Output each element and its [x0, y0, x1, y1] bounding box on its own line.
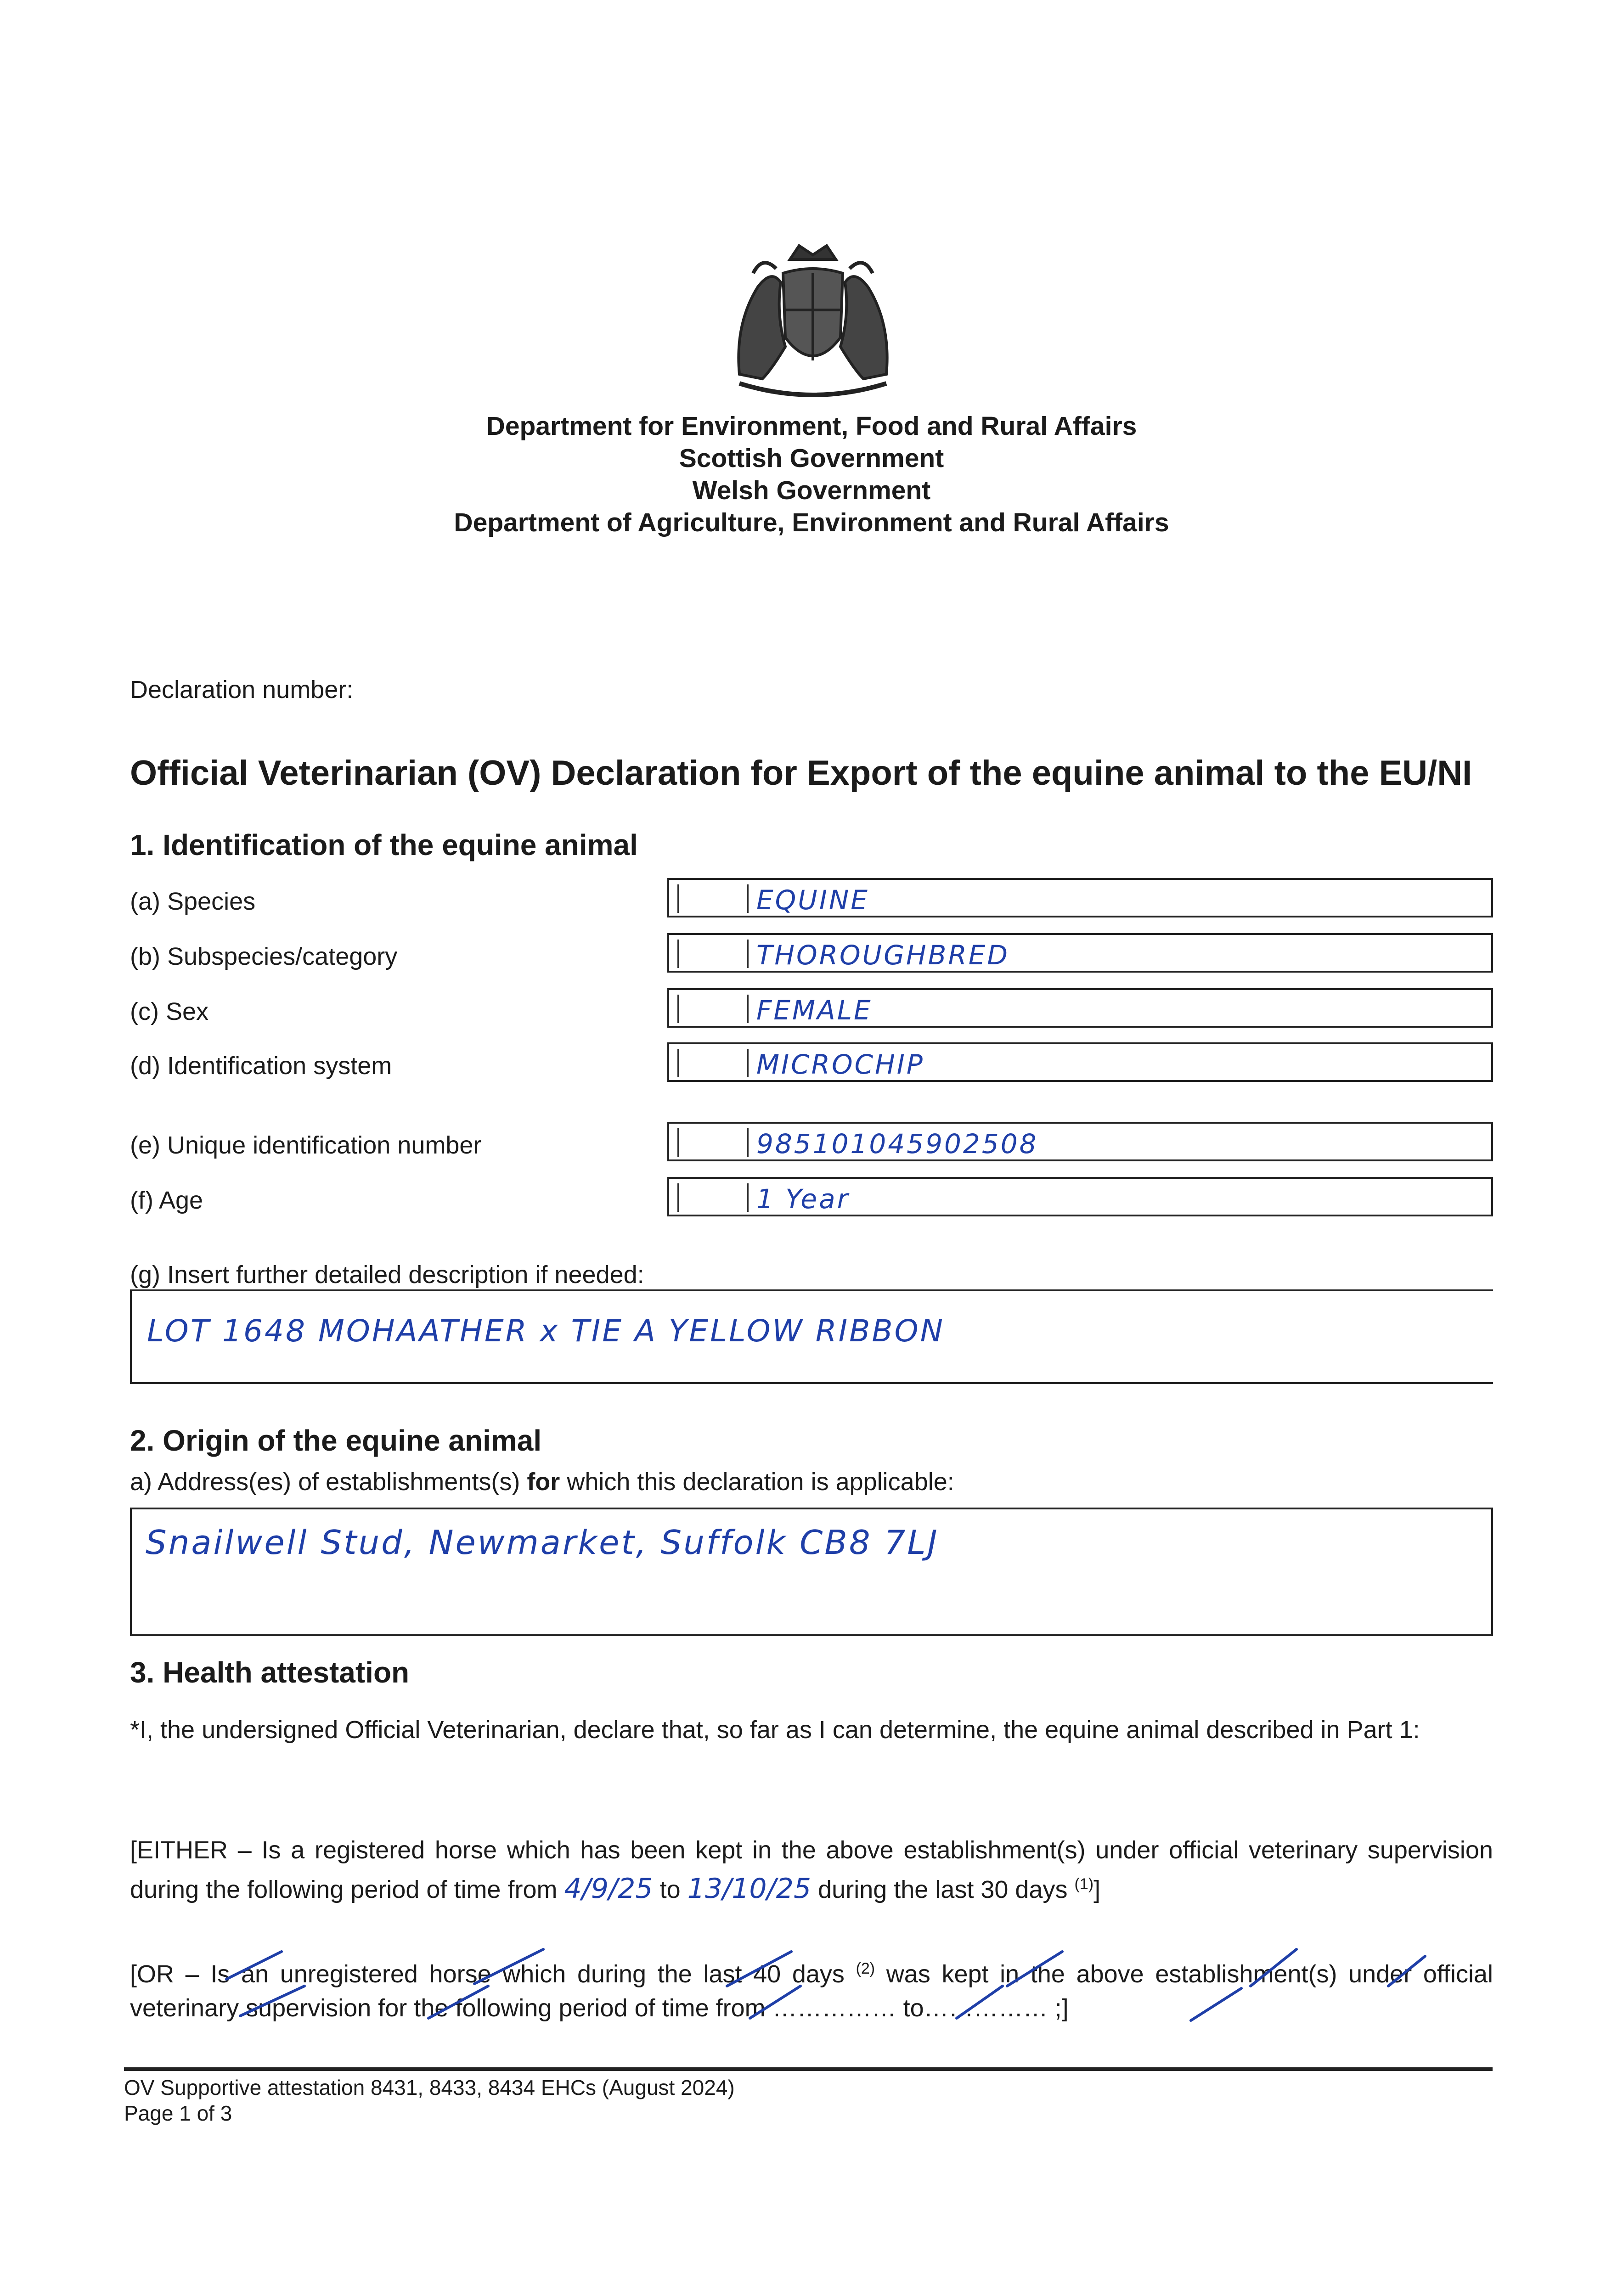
- health-attestation-intro: *I, the undersigned Official Veterinarian, declare that, so far as I can determine, the equine animal described in Part 1:: [130, 1716, 1420, 1744]
- subspecies-value: THOROUGHBRED: [756, 940, 1010, 971]
- either-clause: [EITHER – Is a registered horse which has been kept in the above establishment(s) under official veterinary supervision during the following period of time from 4/9/25 to 13/10/25 during the last 30 days $^{(1)}$]: [130, 1836, 1493, 1905]
- either-to-date[interactable]: 13/10/25: [687, 1873, 812, 1905]
- unique-id-label: (e) Unique identification number: [130, 1131, 482, 1159]
- age-value: 1 Year: [756, 1183, 850, 1215]
- identification-system-field[interactable]: [667, 1042, 1493, 1082]
- species-field[interactable]: [667, 878, 1493, 917]
- sex-value: FEMALE: [756, 995, 873, 1026]
- species-value: EQUINE: [756, 884, 869, 916]
- subspecies-label: (b) Subspecies/category: [130, 943, 398, 970]
- age-field[interactable]: [667, 1177, 1493, 1216]
- age-label: (f) Age: [130, 1187, 203, 1214]
- document-title: Official Veterinarian (OV) Declaration for Export of the equine animal to the EU/NI: [130, 754, 1472, 793]
- identification-system-label: (d) Identification system: [130, 1052, 392, 1080]
- identification-system-value: MICROCHIP: [756, 1049, 924, 1080]
- unique-id-field[interactable]: [667, 1122, 1493, 1161]
- subspecies-field[interactable]: [667, 933, 1493, 973]
- address-box[interactable]: [130, 1508, 1493, 1636]
- further-description-label: (g) Insert further detailed description if needed:: [130, 1261, 644, 1289]
- royal-coat-of-arms-icon: [721, 241, 905, 406]
- further-description-left-border: [130, 1291, 132, 1383]
- department-name-3: Welsh Government: [692, 476, 931, 505]
- unique-id-value: 985101045902508: [756, 1128, 1038, 1159]
- address-value: Snailwell Stud, Newmarket, Suffolk CB8 7LJ: [146, 1523, 939, 1562]
- section-1-heading: 1. Identification of the equine animal: [130, 828, 638, 861]
- declaration-number-label: Declaration number:: [130, 676, 354, 703]
- further-description-bottom-rule: [130, 1382, 1493, 1384]
- species-label: (a) Species: [130, 888, 256, 915]
- footer-reference: OV Supportive attestation 8431, 8433, 8434 EHCs (August 2024): [124, 2076, 735, 2099]
- or-clause-strike-marks: [130, 1942, 1493, 2034]
- either-from-date[interactable]: 4/9/25: [564, 1873, 653, 1905]
- further-description-rule: [130, 1289, 1493, 1291]
- section-3-heading: 3. Health attestation: [130, 1656, 410, 1689]
- further-description-value[interactable]: LOT 1648 MOHAATHER x TIE A YELLOW RIBBON: [147, 1313, 945, 1349]
- footer-page-number: Page 1 of 3: [124, 2101, 232, 2125]
- sex-label: (c) Sex: [130, 998, 209, 1025]
- footer-rule: [124, 2067, 1493, 2071]
- sex-field[interactable]: [667, 988, 1493, 1028]
- department-name-1: Department for Environment, Food and Rural Affairs: [486, 411, 1137, 441]
- department-name-4: Department of Agriculture, Environment and Rural Affairs: [454, 508, 1169, 537]
- or-clause: [OR – Is an unregistered horse which during the last 40 days $^{(2)}$ was kept in the above establishment(s) under official veterinary supervision for the following period of time from …………… to…………… ;]: [130, 1960, 1493, 2022]
- address-label: a) Address(es) of establishments(s) for which this declaration is applicable:: [130, 1468, 954, 1496]
- department-name-2: Scottish Government: [679, 444, 944, 473]
- section-2-heading: 2. Origin of the equine animal: [130, 1424, 542, 1457]
